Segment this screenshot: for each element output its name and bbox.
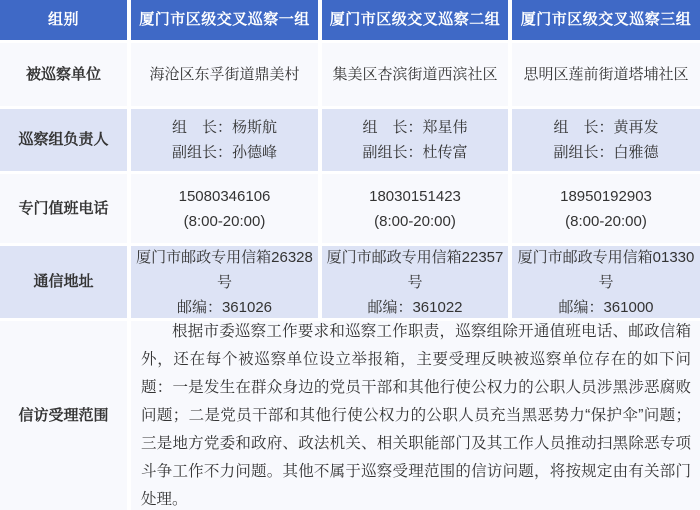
label-team-leaders: 巡察组负责人 [0, 109, 127, 171]
group-3-leader: 组 长：黄再发 [553, 119, 659, 136]
group-3-phone-number: 18950192903 [560, 187, 652, 205]
group-1-postcode: 邮编：361026 [176, 298, 273, 316]
group-1-deputy: 副组长：孙德峰 [171, 144, 277, 161]
mailing-address-group-1-lines [131, 246, 318, 318]
group-1-phone-number: 15080346106 [178, 187, 271, 205]
group-2-po-box: 厦门市邮政专用信箱22357号 [326, 248, 504, 291]
group-2-leader: 组 长：郑星伟 [362, 119, 468, 136]
label-petition-scope: 信访受理范围 [0, 321, 127, 510]
group-3-po-box: 厦门市邮政专用信箱01330号 [517, 248, 695, 291]
team-leaders-group-1 [131, 109, 318, 171]
group-3-phone-hours: (8:00-20:00) [565, 212, 647, 230]
duty-phone-group-2-lines [369, 184, 461, 234]
duty-phone-group-3 [512, 174, 700, 243]
group-3-postcode: 邮编：361000 [558, 298, 654, 316]
mailing-address-group-3-lines [512, 246, 700, 318]
group-2-phone-hours: (8:00-20:00) [374, 212, 456, 230]
mailing-address-group-2-lines [322, 246, 508, 318]
petition-scope-content [131, 321, 700, 510]
duty-phone-group-1 [131, 174, 318, 243]
duty-phone-group-3-lines [560, 184, 652, 234]
team-leaders-group-1-lines [172, 115, 277, 165]
mailing-address-group-2 [322, 246, 508, 318]
header-cell-group-label: 组别 [0, 0, 127, 40]
mailing-address-group-3 [512, 246, 700, 318]
petition-scope-paragraph: 根据市委巡察工作要求和巡察工作职责，巡察组除开通值班电话、邮政信箱外，还在每个被巡察单位设立举报箱，主要受理反映被巡察单位存在的如下问题：一是发生在群众身边的党员干部和其他行使公权力的公职人员涉黑涉恶腐败问题；二是党员干部和其他行使公权力的公职人员充当黑恶势力“保护伞”问题；三是地方党委和政府、政法机关、相关职能部门及其工作人员推动扫黑除恶专项斗争工作不力问题。其他不属于巡察受理范围的信访问题，将按规定由有关部门处理。 [141, 322, 691, 508]
group-1-leader: 组 长：杨斯航 [171, 119, 277, 136]
header-cell-group-3: 厦门市区级交叉巡察三组 [512, 0, 700, 40]
duty-phone-group-2 [322, 174, 508, 243]
group-2-postcode: 邮编：361022 [367, 298, 463, 316]
inspected-unit-group-2: 集美区杏滨街道西滨社区 [322, 43, 508, 106]
group-2-phone-number: 18030151423 [369, 187, 461, 205]
team-leaders-group-3-lines [553, 115, 658, 165]
group-1-po-box: 厦门市邮政专用信箱26328号 [136, 248, 313, 291]
team-leaders-group-2-lines [362, 115, 467, 165]
group-2-deputy: 副组长：杜传富 [362, 144, 468, 161]
inspected-unit-group-1: 海沧区东孚街道鼎美村 [131, 43, 318, 106]
inspected-unit-group-3: 思明区莲前街道塔埔社区 [512, 43, 700, 106]
label-mailing-address: 通信地址 [0, 246, 127, 318]
header-cell-group-1: 厦门市区级交叉巡察一组 [131, 0, 318, 40]
team-leaders-group-3 [512, 109, 700, 171]
team-leaders-group-2 [322, 109, 508, 171]
mailing-address-group-1 [131, 246, 318, 318]
label-duty-phone: 专门值班电话 [0, 174, 127, 243]
duty-phone-group-1-lines [179, 184, 271, 234]
header-cell-group-2: 厦门市区级交叉巡察二组 [322, 0, 508, 40]
group-3-deputy: 副组长：白雅德 [553, 144, 659, 161]
group-1-phone-hours: (8:00-20:00) [183, 212, 266, 230]
label-inspected-unit: 被巡察单位 [0, 43, 127, 106]
